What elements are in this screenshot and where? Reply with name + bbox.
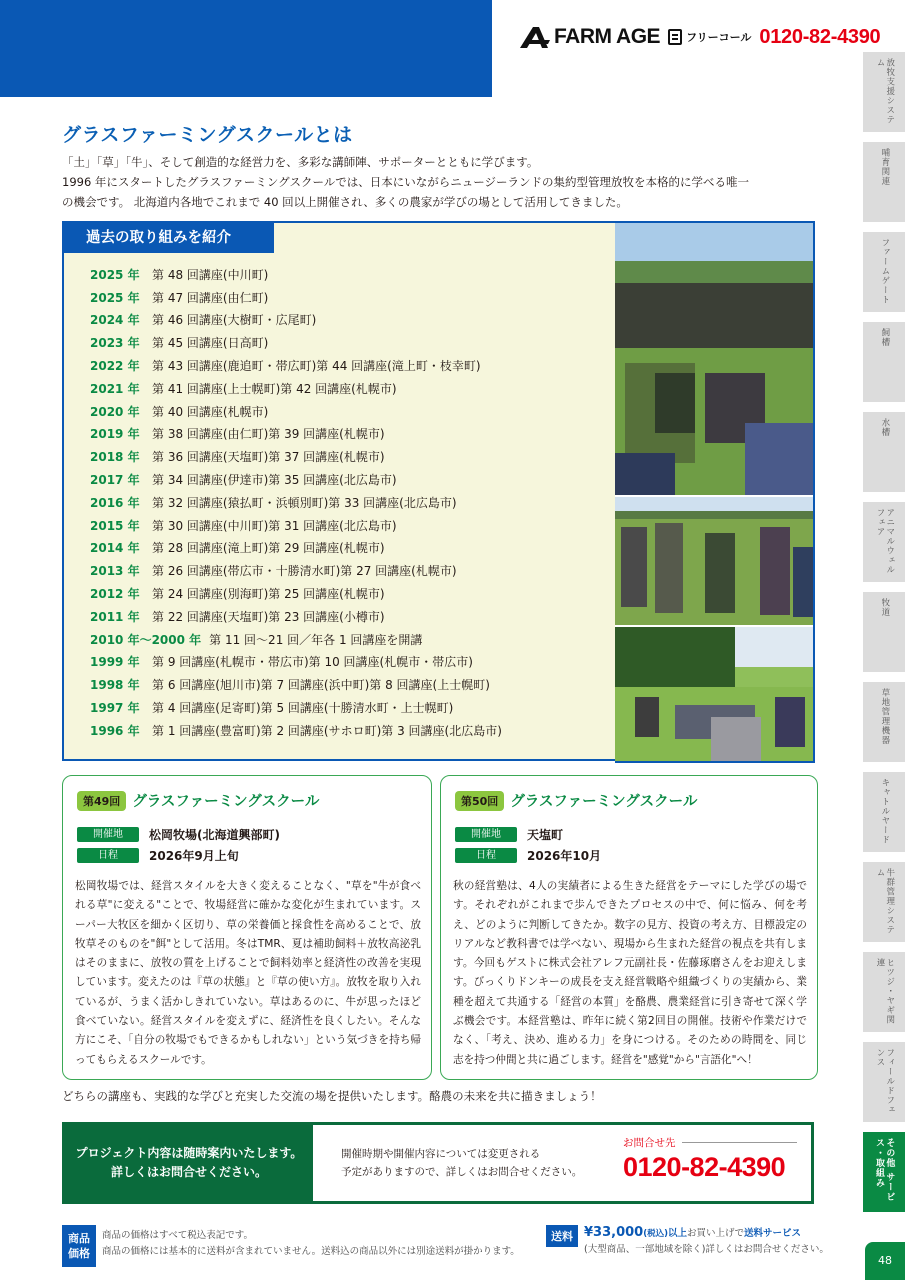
course-title: グラスファーミングスクール: [132, 794, 320, 810]
history-event: 第 34 回講座(伊達市)第 35 回講座(北広島市): [152, 473, 397, 488]
history-item: [90, 559, 502, 582]
side-tab-other-services[interactable]: その他 サービス・取組み: [863, 1132, 905, 1212]
history-year: 2024 年: [90, 313, 140, 328]
history-item: [90, 331, 502, 354]
history-item: [90, 423, 502, 446]
history-event: 第 9 回講座(札幌市・帯広市)第 10 回講座(札幌市・帯広市): [152, 655, 473, 670]
course-number-badge: 第49回: [77, 791, 126, 811]
history-year: 2020 年: [90, 404, 140, 419]
side-tab-field-fence[interactable]: フィールドフェンス: [863, 1042, 905, 1122]
history-heading: 過去の取り組みを紹介: [64, 223, 274, 253]
header-band: [0, 0, 492, 97]
course-description: 秋の経営塾は、4人の実績者による生きた経営をテーマにした学びの場です。それぞれがこれまで歩んできたプロセスの中で、何に悩み、何を考え、どのように判断してきたか。数字の見方、投資の考え方、目標設定のリアルなど教科書では学べない、現場から生まれた経営の視点を共有します。今回もゲストに株式会社アレフ元副社長・佐藤琢磨さんをお迎えします。びっくりドンキーの成長を支え経営戦略や組織づくりの実績から、業種を超えて共通する「経営の本質」を酪農、農業経営に引き寄せて深く学ぶ機会です。本経営塾は、昨年に続く第2回目の開催。技術や作業だけでなく、「考え、決め、進める力」を身につける。そのための時間を、同じ志を持つ仲間と共に過ごします。経営を"感覚"から"言語化"へ！: [453, 880, 807, 1066]
history-event: 第 45 回講座(日高町): [152, 336, 269, 351]
history-panel: [62, 221, 615, 761]
history-item: [90, 309, 502, 332]
closing-message: どちらの講座も、実践的な学びと充実した交流の場を提供いたします。酪農の未来を共に描きましょう！: [62, 1089, 602, 1103]
side-tab-water-trough[interactable]: 水槽: [863, 412, 905, 492]
history-year: 2021 年: [90, 381, 140, 396]
history-event: 第 1 回講座(豊富町)第 2 回講座(サホロ町)第 3 回講座(北広島市): [152, 723, 502, 738]
group-photo: [615, 223, 815, 495]
history-year: 2016 年: [90, 495, 140, 510]
page-number: 48: [865, 1242, 905, 1280]
history-event: 第 40 回講座(札幌市): [152, 404, 269, 419]
history-event: 第 47 回講座(由仁町): [152, 290, 269, 305]
history-event: 第 11 回～21 回／年各 1 回講座を開講: [209, 632, 423, 647]
history-item: [90, 537, 502, 560]
venue-label: 開催地: [455, 827, 517, 842]
history-item: [90, 651, 502, 674]
brand-header: [518, 24, 880, 50]
history-event: 第 22 回講座(天塩町)第 23 回講座(小樽市): [152, 609, 385, 624]
course-description: 松岡牧場では、経営スタイルを大きく変えることなく、"草を"牛が食べれる草"に変える"ことで、牧場経営に確かな変化が生まれています。スーパー大牧区を細かく区切り、草の栄養価と採食性を高めることで、放牧草そのものを"餌"として活用。冬はTMR、夏は補助飼料＋放牧高泌乳はそのままに、放牧の質を上げることで飼料効率と経済性の改善を実現しています。変えたのは『草の状態』と『草の使い方』。放牧を取り入れているが、うまく活かしきれていない。草はあるのに、牛が思ったほど食べていない。経営スタイルを変えずに、経済性を良くしたい。そんな方にこそ、「自分の牧場でもできるかもしれない」という気づきを持ち帰ってもらえるスクールです。: [75, 880, 421, 1066]
history-event: 第 32 回講座(猿払町・浜頓別町)第 33 回講座(北広島市): [152, 495, 457, 510]
course-card-50: [440, 775, 818, 1080]
price-note: 商品 価格 商品の価格はすべて税込表記です。 商品の価格には基本的に送料が含まれていません。送料込の商品以外には別途送料が掛かります。: [62, 1225, 520, 1267]
history-event: 第 6 回講座(旭川市)第 7 回講座(浜中町)第 8 回講座(上士幌町): [152, 678, 490, 693]
date-value: 2026年9月上旬: [149, 849, 239, 863]
history-year: 2010 年～2000 年: [90, 632, 202, 647]
history-year: 1999 年: [90, 655, 140, 670]
side-tab-animal-welfare[interactable]: アニマルウェルフェア: [863, 502, 905, 582]
side-tab-pasture-equipment[interactable]: 草地管理機器: [863, 682, 905, 762]
price-badge: 商品 価格: [62, 1225, 96, 1267]
history-year: 2019 年: [90, 427, 140, 442]
intro-text: 「土」「草」「牛」、そして創造的な経営力を、多彩な講師陣、サポーターとともに学びます。 1996 年にスタートしたグラスファーミングスクールでは、日本にいながらニュージーランドの集約型管理放牧を本格的に学べる唯一 の機会です。 北海道内各地でこれまで 40 回以上開催され、多くの農家が学びの場として活用してきました。: [62, 155, 750, 209]
lecture-photo: [615, 627, 815, 763]
farmage-logo-icon: [518, 25, 552, 49]
photo-column: [615, 221, 815, 763]
history-year: 2015 年: [90, 518, 140, 533]
history-item: [90, 696, 502, 719]
side-tab-cattle-yard[interactable]: キャトルヤード: [863, 772, 905, 852]
history-year: 2022 年: [90, 359, 140, 374]
history-item: [90, 491, 502, 514]
history-year: 1996 年: [90, 723, 140, 738]
history-year: 1998 年: [90, 678, 140, 693]
history-item: [90, 445, 502, 468]
history-item: [90, 263, 502, 286]
history-item: [90, 286, 502, 309]
side-tab-herd-management[interactable]: 牛群管理システム: [863, 862, 905, 942]
history-year: 2013 年: [90, 564, 140, 579]
header-phone[interactable]: 0120-82-4390: [759, 25, 881, 48]
history-event: 第 30 回講座(中川町)第 31 回講座(北広島市): [152, 518, 397, 533]
history-item: [90, 673, 502, 696]
history-event: 第 38 回講座(由仁町)第 39 回講座(札幌市): [152, 427, 385, 442]
freecall-label: フリーコール: [686, 31, 752, 44]
side-tab-farmgate[interactable]: ファームゲート: [863, 232, 905, 312]
history-item: [90, 605, 502, 628]
history-year: 2018 年: [90, 450, 140, 465]
date-value: 2026年10月: [527, 849, 602, 863]
page-title: グラスファーミングスクールとは: [62, 124, 353, 146]
shipping-note: 送料 ¥33,000(税込)以上お買い上げで送料サービス (大型商品、一部地域を除く)詳しくはお問合せください。: [546, 1225, 829, 1258]
field-study-photo: [615, 497, 815, 625]
history-event: 第 28 回講座(滝上町)第 29 回講座(札幌市): [152, 541, 385, 556]
history-item: [90, 719, 502, 742]
contact-label: お問合せ先: [623, 1135, 811, 1150]
side-tab-feeder[interactable]: 飼槽: [863, 322, 905, 402]
history-year: 1997 年: [90, 701, 140, 716]
history-event: 第 43 回講座(鹿追町・帯広町)第 44 回講座(滝上町・枝幸町): [152, 359, 481, 374]
history-event: 第 41 回講座(上士幌町)第 42 回講座(札幌市): [152, 381, 397, 396]
history-event: 第 24 回講座(別海町)第 25 回講座(札幌市): [152, 587, 385, 602]
contact-note: 開催時期や開催内容については変更される 予定がありますので、詳しくはお問合せください。: [341, 1148, 583, 1178]
history-event: 第 48 回講座(中川町): [152, 267, 269, 282]
contact-notice: プロジェクト内容は随時案内いたします。 詳しくはお問合せください。: [65, 1125, 313, 1201]
history-item: [90, 582, 502, 605]
history-year: 2011 年: [90, 609, 140, 624]
course-card-49: [62, 775, 432, 1080]
history-event: 第 46 回講座(大樹町・広尾町): [152, 313, 317, 328]
history-year: 2014 年: [90, 541, 140, 556]
history-item: [90, 400, 502, 423]
history-year: 2017 年: [90, 473, 140, 488]
venue-label: 開催地: [77, 827, 139, 842]
history-event: 第 26 回講座(帯広市・十勝清水町)第 27 回講座(札幌市): [152, 564, 457, 579]
history-item: [90, 377, 502, 400]
course-number-badge: 第50回: [455, 791, 504, 811]
history-year: 2012 年: [90, 587, 140, 602]
date-label: 日程: [77, 848, 139, 863]
history-item: [90, 628, 502, 651]
history-item: [90, 468, 502, 491]
side-tab-grazing[interactable]: 放牧支援システム: [863, 52, 905, 132]
side-tab-nursing[interactable]: 哺育関連: [863, 142, 905, 222]
history-item: [90, 354, 502, 377]
contact-phone[interactable]: 0120-82-4390: [623, 1152, 786, 1182]
history-item: [90, 514, 502, 537]
freecall-icon: [668, 29, 682, 45]
date-label: 日程: [455, 848, 517, 863]
venue-value: 天塩町: [527, 828, 564, 842]
history-year: 2023 年: [90, 336, 140, 351]
history-year: 2025 年: [90, 290, 140, 305]
history-year: 2025 年: [90, 267, 140, 282]
history-event: 第 4 回講座(足寄町)第 5 回講座(十勝清水町・上士幌町): [152, 701, 454, 716]
history-event: 第 36 回講座(天塩町)第 37 回講座(札幌市): [152, 450, 385, 465]
history-list: [90, 263, 502, 742]
contact-box: [62, 1122, 814, 1204]
course-title: グラスファーミングスクール: [510, 794, 698, 810]
venue-value: 松岡牧場(北海道興部町): [149, 828, 280, 842]
brand-name: FARM AGE: [554, 25, 661, 48]
side-tab-sheep-goat[interactable]: ヒツジ・ヤギ関連: [863, 952, 905, 1032]
shipping-badge: 送料: [546, 1225, 578, 1247]
side-tab-cow-lane[interactable]: 牧道: [863, 592, 905, 672]
